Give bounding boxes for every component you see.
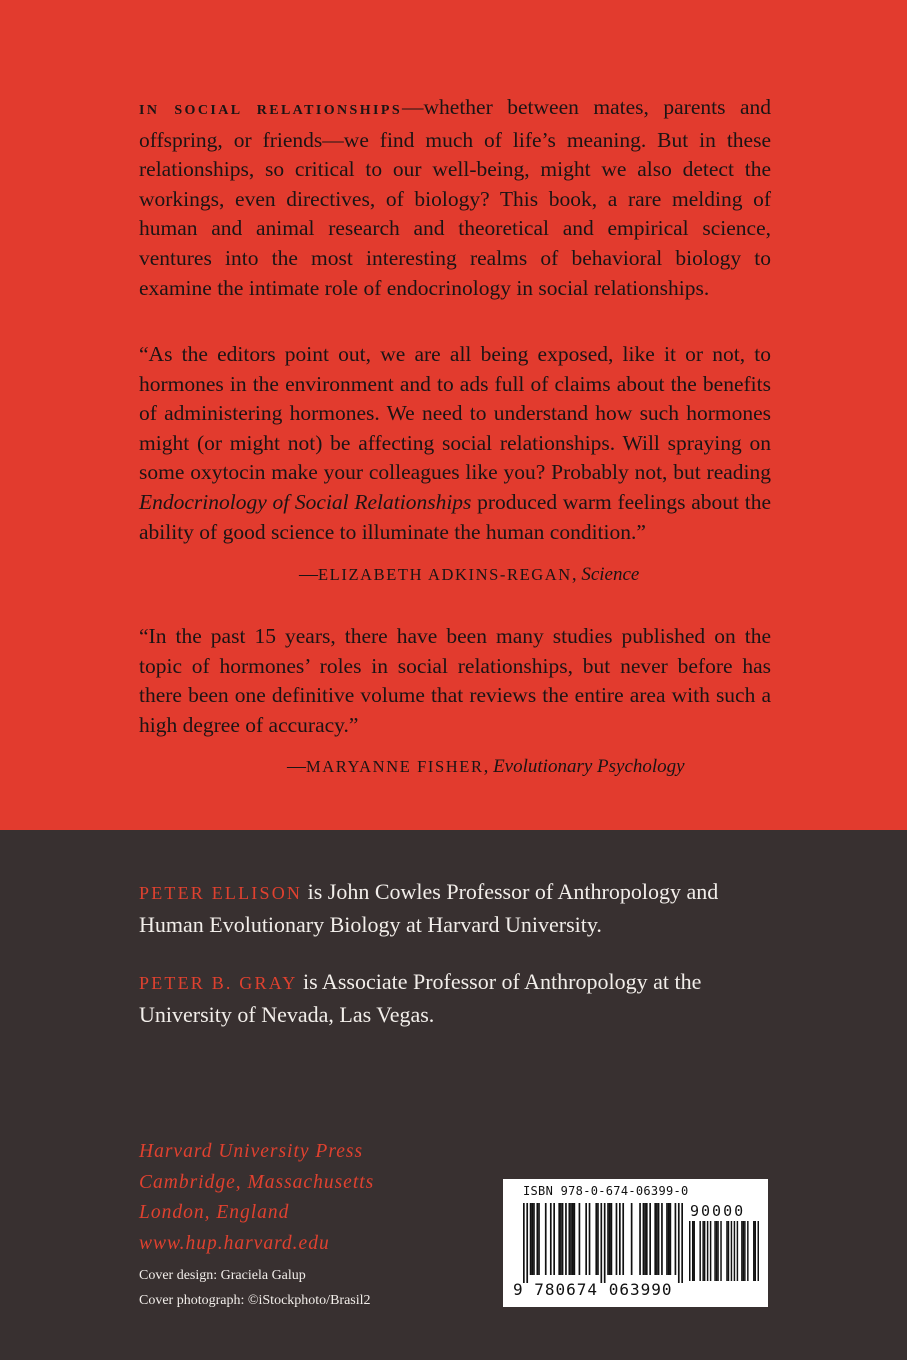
barcode-bar <box>668 1203 670 1275</box>
barcode-bar <box>743 1221 744 1281</box>
barcode-bar <box>758 1221 759 1281</box>
cover-photo-credit: Cover photograph: ©iStockphoto/Brasil2 <box>139 1293 371 1308</box>
barcode-bar <box>570 1203 572 1275</box>
barcode-bar <box>720 1221 721 1281</box>
author-bio-gray <box>139 966 779 1030</box>
quote2-reviewer: MARYANNE FISHER <box>306 757 484 776</box>
barcode-bar <box>550 1203 552 1275</box>
barcode-bar <box>604 1203 606 1283</box>
barcode-bar <box>726 1221 727 1281</box>
publisher-name: Harvard University Press <box>139 1141 364 1162</box>
review-quote-2: “In the past 15 years, there have been many studies published on the topic of hormones’ roles in social relationships, but never before has there been one definitive volume that reviews the entire area with such a high degree of accuracy.” <box>139 624 771 737</box>
barcode-bar <box>661 1203 663 1275</box>
barcode-bar <box>523 1203 525 1283</box>
barcode-bar <box>692 1221 693 1281</box>
quote1-source: Science <box>581 564 640 585</box>
barcode-bar <box>607 1203 609 1275</box>
quote2-source: Evolutionary Psychology <box>493 756 685 777</box>
barcode-bar <box>536 1203 538 1275</box>
barcode-bar <box>589 1203 591 1275</box>
barcode-bar <box>716 1221 717 1281</box>
barcode-bar <box>734 1221 735 1281</box>
isbn-label: ISBN 978-0-674-06399-0 <box>523 1184 689 1198</box>
barcode-bar <box>699 1221 700 1281</box>
barcode-bar <box>545 1203 547 1275</box>
barcode-bar <box>654 1203 656 1275</box>
barcode-bar <box>538 1203 540 1275</box>
barcode-bar <box>595 1203 597 1275</box>
barcode-bar <box>707 1221 708 1281</box>
quote1-reviewer: ELIZABETH ADKINS-REGAN <box>318 565 572 584</box>
barcode-bar <box>616 1203 618 1275</box>
publisher-city-2: London, England <box>139 1202 290 1223</box>
barcode-bar <box>649 1203 651 1275</box>
barcode-bar <box>714 1221 715 1281</box>
barcode-bar <box>574 1203 576 1275</box>
barcode-bar <box>643 1203 645 1275</box>
barcode-bar <box>585 1203 587 1275</box>
barcode-bar <box>600 1203 602 1283</box>
quote1-after: produced warm feelings about the ability of good science to illuminate the human condition.” <box>139 489 771 544</box>
ean-digits: 9 780674 063990 <box>513 1280 673 1299</box>
barcode-bar <box>533 1203 535 1275</box>
barcode-bar <box>622 1203 624 1275</box>
author-bio-text: is John Cowles Professor of Anthropology and Human Evolutionary Biology at Harvard University. <box>139 879 719 937</box>
quote1-before: “As the editors point out, we are all being exposed, like it or not, to hormones in the environment and to ads full of claims about the benefits of administering hormones. We need to understand how such hormones might (or might not) be affecting social relationships. Will spraying on some oxytocin make your colleagues like you? Probably not, but reading <box>139 342 771 485</box>
barcode-bar <box>675 1203 677 1275</box>
cover-credits <box>139 1263 371 1313</box>
barcode-bar <box>747 1221 748 1281</box>
barcode-bar <box>681 1203 683 1283</box>
quote1-book-title: Endocrinology of Social Relationships <box>139 489 472 514</box>
barcode-bar <box>753 1221 754 1281</box>
addon-digits: 90000 <box>690 1202 746 1220</box>
barcode-bar <box>562 1203 564 1275</box>
barcode-bar <box>631 1203 633 1275</box>
barcode-bar <box>702 1221 703 1281</box>
barcode-bar <box>565 1203 567 1275</box>
barcode-bar <box>658 1203 660 1275</box>
barcode-bar <box>755 1221 756 1281</box>
barcode-bar <box>531 1203 533 1275</box>
author-name: PETER ELLISON <box>139 883 303 903</box>
barcode-bar <box>579 1203 581 1275</box>
cover-design-credit: Cover design: Graciela Galup <box>139 1268 306 1283</box>
publisher-url: www.hup.harvard.edu <box>139 1232 330 1254</box>
barcode-bar <box>704 1221 705 1281</box>
blurb-lead: IN SOCIAL RELATIONSHIPS <box>139 103 403 118</box>
barcode-bar <box>717 1221 718 1281</box>
barcode-bar <box>731 1221 732 1281</box>
review-quote-1 <box>139 340 771 547</box>
barcode-bar <box>728 1221 729 1281</box>
barcode-bar <box>568 1203 570 1275</box>
barcode-bar <box>656 1203 658 1275</box>
barcode-bar <box>619 1203 621 1275</box>
barcode-bar <box>560 1203 562 1275</box>
isbn-barcode <box>503 1179 768 1307</box>
author-bio-text: is Associate Professor of Anthropology at the University of Nevada, Las Vegas. <box>139 969 702 1027</box>
barcode-bar <box>710 1221 711 1281</box>
barcode-bar <box>689 1221 690 1281</box>
barcode-bar <box>646 1203 648 1275</box>
barcode-bar <box>737 1221 738 1281</box>
barcode-bar <box>597 1203 599 1275</box>
quote2-attribution: —MARYANNE FISHER, Evolutionary Psychology <box>287 756 685 777</box>
barcode-bar <box>526 1203 528 1283</box>
barcode-bar <box>530 1203 532 1275</box>
barcode-bar <box>609 1203 611 1275</box>
quote1-attribution: —ELIZABETH ADKINS-REGAN, Science <box>299 564 640 585</box>
addon-barcode-bars <box>689 1221 759 1281</box>
barcode-bar <box>670 1203 672 1275</box>
author-bio-ellison <box>139 876 779 940</box>
barcode-bar <box>639 1203 641 1275</box>
barcode-bar <box>678 1203 680 1283</box>
barcode-bar <box>611 1203 613 1275</box>
ean13-barcode-bars <box>523 1203 683 1283</box>
publisher-info <box>139 1137 374 1259</box>
barcode-bar <box>744 1221 745 1281</box>
author-name: PETER B. GRAY <box>139 973 298 993</box>
barcode-bar <box>741 1221 742 1281</box>
barcode-bar <box>666 1203 668 1275</box>
publisher-city: Cambridge, Massachusetts <box>139 1171 375 1193</box>
barcode-bar <box>693 1221 694 1281</box>
blurb-text: —whether between mates, parents and offspring, or friends—we find much of life’s meaning. But in these relationships, so critical to our well-being, might we also detect the workings, even directives, of biology? This book, a rare melding of human and animal research and theoretical and empirical science, ventures into the most interesting realms of behavioral biology to examine the intimate role of endocrinology in social relationships. <box>139 95 771 300</box>
barcode-bar <box>553 1203 555 1275</box>
barcode-bar <box>558 1203 560 1275</box>
description-blurb <box>139 93 771 303</box>
barcode-bar <box>572 1203 574 1275</box>
barcode-bar <box>644 1203 646 1275</box>
